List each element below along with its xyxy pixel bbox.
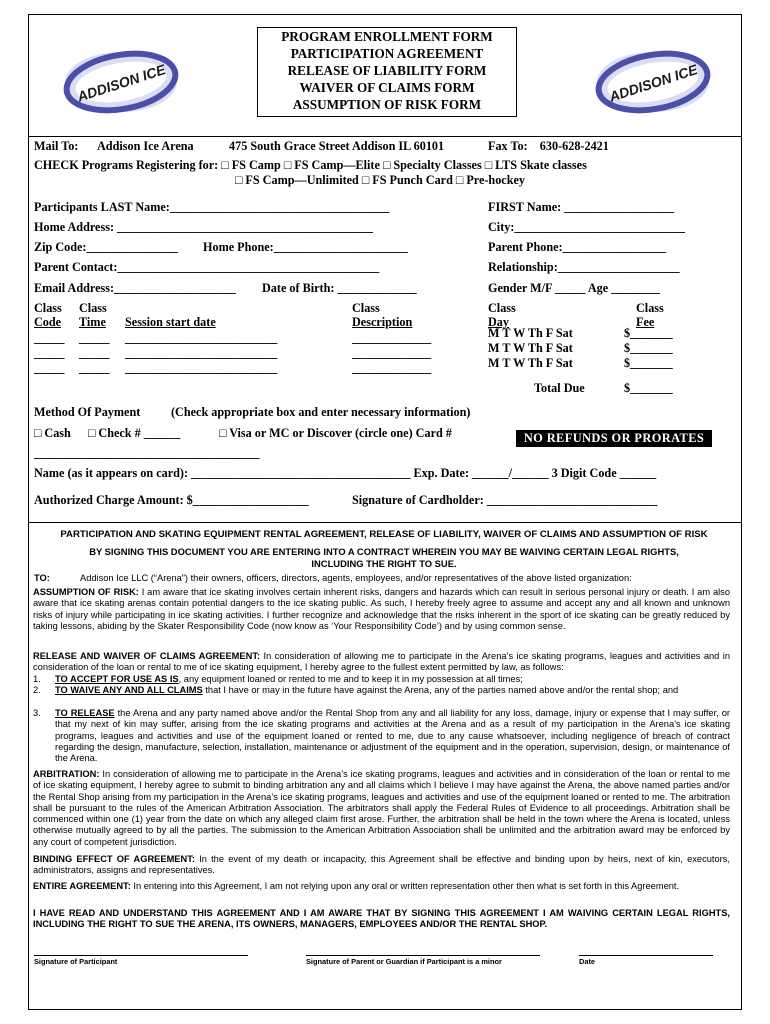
table-row: $_______ xyxy=(624,326,673,340)
parent-signature-label: Signature of Parent or Guardian if Participant is a minor xyxy=(306,957,502,966)
table-row: _____________ xyxy=(352,361,432,375)
agreement-subheading-1: BY SIGNING THIS DOCUMENT YOU ARE ENTERING INTO A CONTRACT WHEREIN YOU MAY BE WAIVING CERTAIN LEGAL RIGHTS, xyxy=(89,546,679,557)
title-line: RELEASE OF LIABILITY FORM xyxy=(287,63,487,78)
title-line: PARTICIPATION AGREEMENT xyxy=(290,46,484,61)
arbitration-label: ARBITRATION: xyxy=(33,769,100,779)
zip-code-field[interactable]: Zip Code:_______________ xyxy=(34,240,178,254)
agreement-subheading-2: INCLUDING THE RIGHT TO SUE. xyxy=(311,558,457,569)
cardholder-signature-field[interactable]: Signature of Cardholder: ____________________________ xyxy=(352,493,658,507)
col-header-day: Class Day xyxy=(488,301,516,329)
first-name-field[interactable]: FIRST Name: __________________ xyxy=(488,200,674,214)
to-label: TO: xyxy=(34,573,50,583)
divider xyxy=(28,522,742,523)
parent-contact-field[interactable]: Parent Contact:___________________________________________ xyxy=(34,260,380,274)
table-row: _____________ xyxy=(352,331,432,345)
dob-field[interactable]: Date of Birth: _____________ xyxy=(262,281,417,295)
home-address-field[interactable]: Home Address: __________________________________________ xyxy=(34,220,373,234)
last-name-field[interactable]: Participants LAST Name:____________________________________ xyxy=(34,200,390,214)
arbitration-text: In consideration of allowing me to participate in the Arena’s ice skating programs, leagues and activities and in consideration of the loan or rental to me of ice skating equipment, I hereby agree to submit to binding arbitration any and all claims which I believe I may have against the Arena, the above named parties and/or the Rental Shop arising from my participation in the Arena’s ice skating programs, leagues and activities and use of the equipment loaned or rented to me. The arbitration shall be pursuant to the rules of the American Arbitration Association. The arbitrators shall apply the Federal Rules of Evidence to all proceedings. Arbitration shall be commenced within one (1) year from the date on which any alleged claim first arose. Further, the arbitration shall be held in the town where the Arena is located, unless otherwise mutually agreed to by all the parties. The submission to the American Arbitration Association shall be unlimited and the arbitration award may be enforced by any court of competent jurisdiction. xyxy=(33,769,730,847)
arbitration-section xyxy=(33,769,730,848)
title-line: PROGRAM ENROLLMENT FORM xyxy=(281,29,493,44)
table-row: M T W Th F Sat xyxy=(488,341,573,355)
binding-effect-section xyxy=(33,854,730,877)
card-checkbox[interactable]: □ Visa or MC or Discover (circle one) Card # xyxy=(219,426,452,440)
programs-line-1[interactable]: CHECK Programs Registering for: □ FS Camp □ FS Camp—Elite □ Specialty Classes □ LTS Skate classes xyxy=(34,158,587,172)
form-title-box xyxy=(257,27,517,117)
code-column-blanks[interactable] xyxy=(34,331,64,376)
assumption-label: ASSUMPTION OF RISK: xyxy=(33,587,139,597)
title-line: ASSUMPTION OF RISK FORM xyxy=(292,97,482,112)
logo-text: ADDISON ICE xyxy=(75,61,168,105)
email-field[interactable]: Email Address:____________________ xyxy=(34,281,236,295)
city-field[interactable]: City:____________________________ xyxy=(488,220,686,234)
col-header-time: Class Time xyxy=(79,301,107,329)
date-label: Date xyxy=(579,957,596,966)
day-column-options[interactable] xyxy=(488,326,573,371)
name-on-card-line[interactable]: Name (as it appears on card): ____________________________________ Exp. Date: ______/______ 3 Digit Code ______ xyxy=(34,466,657,480)
fax-number: Fax To: 630-628-2421 xyxy=(488,139,609,153)
table-row: $_______ xyxy=(624,341,673,355)
total-due-field[interactable]: $_______ xyxy=(624,381,673,395)
table-row: _____ xyxy=(79,361,110,375)
date-signature-line[interactable] xyxy=(579,955,713,956)
check-checkbox[interactable]: □ Check # ______ xyxy=(88,426,181,440)
no-refunds-banner: NO REFUNDS OR PRORATES xyxy=(516,430,712,447)
release-label: RELEASE AND WAIVER OF CLAIMS AGREEMENT: xyxy=(33,651,261,661)
col-header-fee: Class Fee xyxy=(636,301,664,329)
table-row: _____________ xyxy=(352,346,432,360)
arena-address: 475 South Grace Street Addison IL 60101 xyxy=(229,139,445,153)
table-row: _________________________ xyxy=(125,331,278,345)
table-row: _________________________ xyxy=(125,346,278,360)
payment-instructions: (Check appropriate box and enter necessary information) xyxy=(171,405,471,419)
release-item-2: 2. TO WAIVE ANY AND ALL CLAIMS that I have or may in the future have against the Arena, any of the parties named above and/or the rental shop; and xyxy=(33,685,679,695)
agreement-heading: PARTICIPATION AND SKATING EQUIPMENT RENTAL AGREEMENT, RELEASE OF LIABILITY, WAIVER OF CLAIMS AND ASSUMPTION OF RISK xyxy=(60,529,708,540)
assumption-text: I am aware that ice skating involves certain inherent risks, dangers and hazards which can result in serious personal injury or death. I am also aware that ice skating arenas contain potential dangers to the ice skating public. As such, I hereby freely agree to assume and accept any and all known and unknown risks of injury while participating in ice skating activities. I further recognize and acknowledge that the risks inherent in the sport of ice skating can be greatly reduced by taking lessons, abiding by the Skater Responsibility Code (now know as ‘Your Responsibility Code’) and by using common sense. xyxy=(33,587,730,631)
release-item-1: 1. TO ACCEPT FOR USE AS IS, any equipment loaned or rented to me and to keep it in my possession at all times; xyxy=(33,674,523,684)
charge-amount-field[interactable]: Authorized Charge Amount: $___________________ xyxy=(34,493,309,507)
logo-text: ADDISON ICE xyxy=(607,61,700,105)
addison-ice-logo-left xyxy=(62,44,180,116)
table-row: _____ xyxy=(79,346,110,360)
assumption-of-risk-section xyxy=(33,587,730,632)
to-text: Addison Ice LLC (“Arena”) their owners, officers, directors, agents, employees, and/or representatives of the above listed organization: xyxy=(80,573,632,583)
table-row: _________________________ xyxy=(125,361,278,375)
release-text: In consideration of allowing me to participate in the Arena’s ice skating programs, leagues and activities and in consideration of the loan or rental to me of ice skating equipment, I hereby agree to the fullest extent permitted by law, as follows: xyxy=(33,651,730,673)
binding-text: In the event of my death or incapacity, this Agreement shall be effective and binding upon by heirs, next of kin, executors, administrators, assigns and representatives. xyxy=(33,854,731,876)
fee-column-blanks[interactable] xyxy=(624,326,673,371)
col-header-description: Class Description xyxy=(352,301,413,329)
table-row: _____ xyxy=(34,361,65,375)
title-line: WAIVER OF CLAIMS FORM xyxy=(299,80,475,95)
session-column-blanks[interactable] xyxy=(125,331,277,376)
divider xyxy=(28,136,742,137)
entire-text: In entering into this Agreement, I am not relying upon any oral or written representation other then what is set forth in this Agreement. xyxy=(130,881,680,891)
participant-signature-label: Signature of Participant xyxy=(34,957,118,966)
gender-age-field[interactable]: Gender M/F _____ Age ________ xyxy=(488,281,660,295)
description-column-blanks[interactable] xyxy=(352,331,431,376)
arena-name: Addison Ice Arena xyxy=(97,139,194,153)
addison-ice-logo-right xyxy=(594,44,712,116)
table-row: M T W Th F Sat xyxy=(488,356,573,370)
card-number-field[interactable]: _____________________________________ xyxy=(34,446,260,460)
col-header-session: Session start date xyxy=(125,315,216,329)
col-header-code: Class Code xyxy=(34,301,62,329)
final-acknowledgement: I HAVE READ AND UNDERSTAND THIS AGREEMENT AND I AM AWARE THAT BY SIGNING THIS AGREEMENT I AM WAIVING CERTAIN LEGAL RIGHTS, INCLUDING THE RIGHT TO SUE THE ARENA, ITS OWNERS, MANAGERS, EMPLOYEES AND/OR THE RENTAL SHOP. xyxy=(33,908,730,930)
parent-phone-field[interactable]: Parent Phone:_________________ xyxy=(488,240,667,254)
table-row: _____ xyxy=(34,331,65,345)
mail-to-label: Mail To: xyxy=(34,139,79,153)
parent-signature-line[interactable] xyxy=(306,955,540,956)
table-row: M T W Th F Sat xyxy=(488,326,573,340)
payment-method-label: Method Of Payment xyxy=(34,405,141,419)
table-row: _____ xyxy=(34,346,65,360)
total-due-label: Total Due xyxy=(534,381,585,395)
entire-label: ENTIRE AGREEMENT: xyxy=(33,881,131,891)
release-section xyxy=(33,651,730,674)
entire-agreement-section xyxy=(33,881,730,892)
relationship-field[interactable]: Relationship:____________________ xyxy=(488,260,680,274)
table-row: $_______ xyxy=(624,356,673,370)
home-phone-field[interactable]: Home Phone:______________________ xyxy=(203,240,408,254)
release-item-3: 3. TO RELEASE the Arena and any party named above and/or the Rental Shop from any and all liability for any loss, damage, injury or expense that I may suffer, or that my next of kin may suffer, arising from the ice skating programs and activities at the Arena and as a result of my participation in the Arena’s ice skating programs, leagues and activities and use of the equipment loaned or rented to me, due to any cause whatsoever, including negligence of breach of contract regarding the design, manufacture, selection, installation, maintenance or adjustment of the equipment and in the operation, supervision, design, or maintenance of the Arena. xyxy=(33,708,730,764)
time-column-blanks[interactable] xyxy=(79,331,109,376)
programs-line-2[interactable]: □ FS Camp—Unlimited □ FS Punch Card □ Pre-hockey xyxy=(235,173,525,187)
table-row: _____ xyxy=(79,331,110,345)
binding-label: BINDING EFFECT OF AGREEMENT: xyxy=(33,854,195,864)
participant-signature-line[interactable] xyxy=(34,955,248,956)
cash-checkbox[interactable]: □ Cash xyxy=(34,426,71,440)
